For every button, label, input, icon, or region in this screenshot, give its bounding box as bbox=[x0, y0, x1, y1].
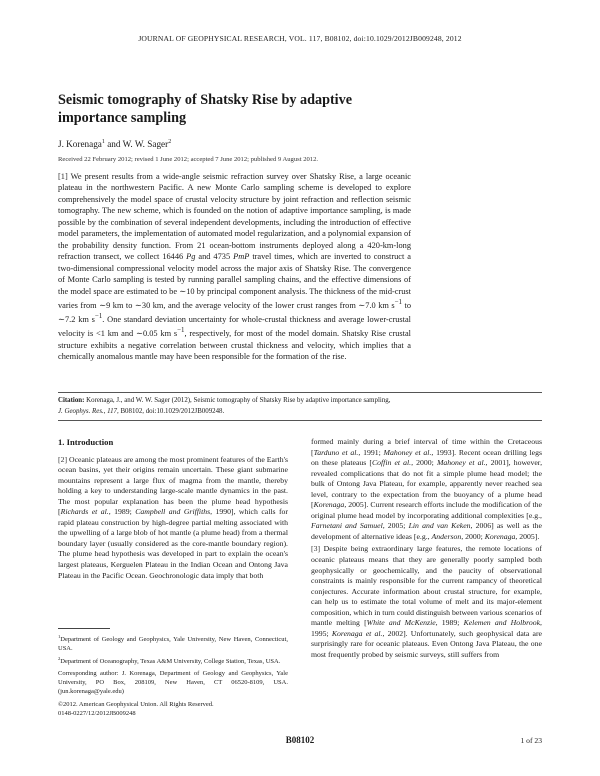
body-text: , 1993]. Recent ocean drilling legs on these plateaus [ bbox=[311, 447, 542, 468]
body-text: , 2005]. Current research efforts include the modification of the original plume head model by incorporating additional complexities [e.g., bbox=[311, 500, 542, 520]
body-text: , 1991; bbox=[358, 447, 384, 457]
author-korenaga: J. Korenaga bbox=[58, 139, 102, 150]
corresponding-author: Corresponding author: J. Korenaga, Department of Geology and Geophysics, Yale University, PO Box, 208109, New Haven, CT 06520-8109, USA. (jun.korenaga@yale.edu) bbox=[58, 669, 288, 696]
reference: Korenaga bbox=[484, 531, 516, 541]
body-text: Despite being extraordinary large features, the remote locations of oceanic plateaus means that they are generally poorly sampled both geophysically or geochemically, and the paucity of observational constraints is mainly responsible for the current rampancy of theoretical conjectures. Accurate information about crustal structure, for example, can help us to estimate the total volume of melt and its major-element composition, which in turn could distinguish between various scenarios of mantle melting [ bbox=[311, 544, 542, 628]
paragraph-number: [2] bbox=[58, 454, 68, 464]
abstract-text: We present results from a wide-angle seismic refraction survey over Shatsky Rise, a large oceanic plateau in the northwestern Pacific. A new Monte Carlo sampling scheme is developed to explore comprehensively the model space of crustal velocity structure by joint refraction and reflection seismic tomography. The new scheme, which is founded on the notion of adaptive importance sampling, is made possible by the combination of several independent developments, including the introduction of effective model parameters, the implementation of automated model regularization, and a polynomial expansion of the probability density function. From 21 ocean-bottom instruments deployed along a 420-km-long refraction transect, we collect 16446 bbox=[58, 172, 411, 262]
body-paragraph bbox=[58, 455, 288, 582]
author-line bbox=[58, 139, 171, 149]
left-column bbox=[58, 437, 288, 583]
body-text: , 1990], which calls for rapid plateau construction by high-degree partial melting associated with the upwelling of a large blob of hot mantle (a plume head) from a thermal boundary layer (usually considered as the core-mantle boundary region). The plume head hypothesis was developed in part to explain the ocean's largest plateaus, Kerguelen Plateau in the Indian Ocean and Ontong Java Plateau in the Pacific Ocean. Geochronologic data imply that both bbox=[58, 507, 288, 580]
journal-header: JOURNAL OF GEOPHYSICAL RESEARCH, VOL. 117, B08102, doi:10.1029/2012JB009248, 2012 bbox=[138, 34, 462, 43]
article-title: Seismic tomography of Shatsky Rise by adaptive importance sampling bbox=[58, 92, 353, 126]
abstract-text: . One standard deviation uncertainty for whole-crustal thickness and average lower-crustal velocity is <1 km and ∼0.05 km s bbox=[58, 315, 411, 339]
body-text: , 2005; bbox=[382, 521, 409, 531]
paragraph-number: [3] bbox=[311, 544, 321, 554]
body-paragraph bbox=[311, 544, 542, 660]
footnote-rule bbox=[58, 628, 110, 629]
author-sager: W. W. Sager bbox=[122, 139, 169, 150]
body-text: , 1989; bbox=[435, 618, 464, 628]
abstract-text: to ∼7.2 km s bbox=[58, 300, 411, 324]
footnote-text: Department of Oceanography, Texas A&M University, College Station, Texas, USA. bbox=[60, 657, 281, 665]
body-text: , 2005]. bbox=[515, 531, 540, 541]
abstract-text: , respectively, for most of the model domain. Shatsky Rise crustal structure exhibits a negative correlation between crustal thickness and velocity, which implies that a chemically anomalous mantle may have been responsible for the formation of the rise. bbox=[58, 329, 411, 362]
citation-text: Korenaga, J., and W. W. Sager (2012), Seismic tomography of Shatsky Rise by adaptive importance sampling, bbox=[84, 397, 391, 404]
phase-label: PmP bbox=[233, 252, 250, 262]
phase-label: Pg bbox=[186, 252, 196, 262]
body-text: , 2002]. Unfortunately, such geophysical data are surprisingly rare for oceanic plateaus. Even Ontong Java Plateau, the one most frequently probed by seismic surveys, still suffers from bbox=[311, 628, 543, 659]
body-paragraph bbox=[311, 437, 542, 542]
reference: Farnetani and Samuel bbox=[311, 521, 383, 531]
footnote-text: Department of Geology and Geophysics, Yale University, New Haven, Connecticut, USA. bbox=[58, 636, 288, 653]
paragraph-number: [1] bbox=[58, 172, 68, 181]
footnote bbox=[58, 632, 288, 666]
issn: 0148-0227/12/2012JB009248 bbox=[58, 709, 136, 717]
reference: Korenaga et al. bbox=[331, 628, 383, 638]
body-text: , 1989; bbox=[108, 507, 136, 517]
footnotes bbox=[58, 632, 288, 718]
body-text: Oceanic plateaus are among the most prominent features of the Earth's ocean basins, yet their origins remain uncertain. These giant submarine mountains represent a large flux of magma from the mantle, thereby holding a key to understanding large-scale mantle dynamics in the past. The most popular explanation has been the plume head hypothesis [ bbox=[58, 454, 288, 517]
citation-journal: J. Geophys. Res., 117, bbox=[58, 407, 119, 415]
reference: Mahoney et al. bbox=[436, 458, 486, 468]
footnote-marker: 2 bbox=[58, 655, 61, 661]
body-text: , 2001], however, revealed complications that do not fit a simple plume head model; the bulk of Ontong Java Plateau, for example, apparently never reached sea level, contrary to the expectation from the buoyancy of a plume head [ bbox=[311, 458, 543, 510]
footnote-marker: 1 bbox=[58, 634, 61, 639]
reference: White and McKenzie bbox=[366, 618, 436, 628]
reference: Anderson bbox=[431, 531, 462, 541]
citation-rule-bottom bbox=[58, 420, 542, 421]
reference: Richards et al. bbox=[60, 507, 109, 517]
abstract-text: and 4735 bbox=[195, 252, 234, 262]
abstract-text: travel times, which are inverted to construct a two-dimensional compressional velocity model across the major axis of Shatsky Rise. The convergence of Monte Carlo sampling is tested by running parallel sampling chains, and the effective dimensions of the model space are estimated to be ∼10 by principal component analysis. The thickness of the mid-crust varies from ∼9 km to ∼30 km, and the average velocity of the lower crust ranges from ∼7.0 km s bbox=[58, 252, 411, 310]
reference: Campbell and Griffiths bbox=[135, 507, 211, 517]
reference: Kelemen and Holbrook bbox=[463, 618, 541, 628]
body-text: , 1995; bbox=[311, 618, 542, 638]
citation-block bbox=[58, 396, 542, 417]
copyright: ©2012. American Geophysical Union. All Rights Reserved. bbox=[58, 700, 214, 708]
author-conjunction: and bbox=[104, 139, 123, 150]
body-text: , 2000; bbox=[461, 531, 485, 541]
reference: Lin and van Keken bbox=[408, 521, 471, 531]
article-id: B08102 bbox=[285, 735, 315, 745]
body-text: formed mainly during a brief interval of time within the Cretaceous [ bbox=[311, 437, 542, 457]
right-column bbox=[311, 437, 542, 662]
citation-rule-top bbox=[58, 392, 542, 393]
body-text: , 2000; bbox=[411, 458, 437, 468]
reference: Coffin et al. bbox=[371, 458, 412, 468]
section-heading: 1. Introduction bbox=[58, 437, 114, 447]
abstract bbox=[58, 171, 411, 363]
reference: Tarduno et al. bbox=[313, 447, 359, 457]
unit-exponent: −1 bbox=[394, 297, 403, 306]
reference: Korenaga bbox=[313, 500, 345, 510]
unit-exponent: −1 bbox=[94, 312, 103, 321]
body-text: , 2006] as well as the development of alternative ideas [e.g., bbox=[311, 521, 542, 541]
unit-exponent: −1 bbox=[177, 326, 185, 335]
page-number: 1 of 23 bbox=[520, 736, 542, 745]
publication-dates: Received 22 February 2012; revised 1 June 2012; accepted 7 June 2012; published 9 August 2012. bbox=[58, 156, 319, 163]
citation-doi: B08102, doi:10.1029/2012JB009248. bbox=[118, 407, 225, 415]
citation-label: Citation: bbox=[58, 397, 85, 404]
reference: Mahoney et al. bbox=[383, 447, 432, 457]
affiliation-marker: 1 bbox=[101, 139, 105, 145]
affiliation-marker: 2 bbox=[168, 139, 172, 145]
